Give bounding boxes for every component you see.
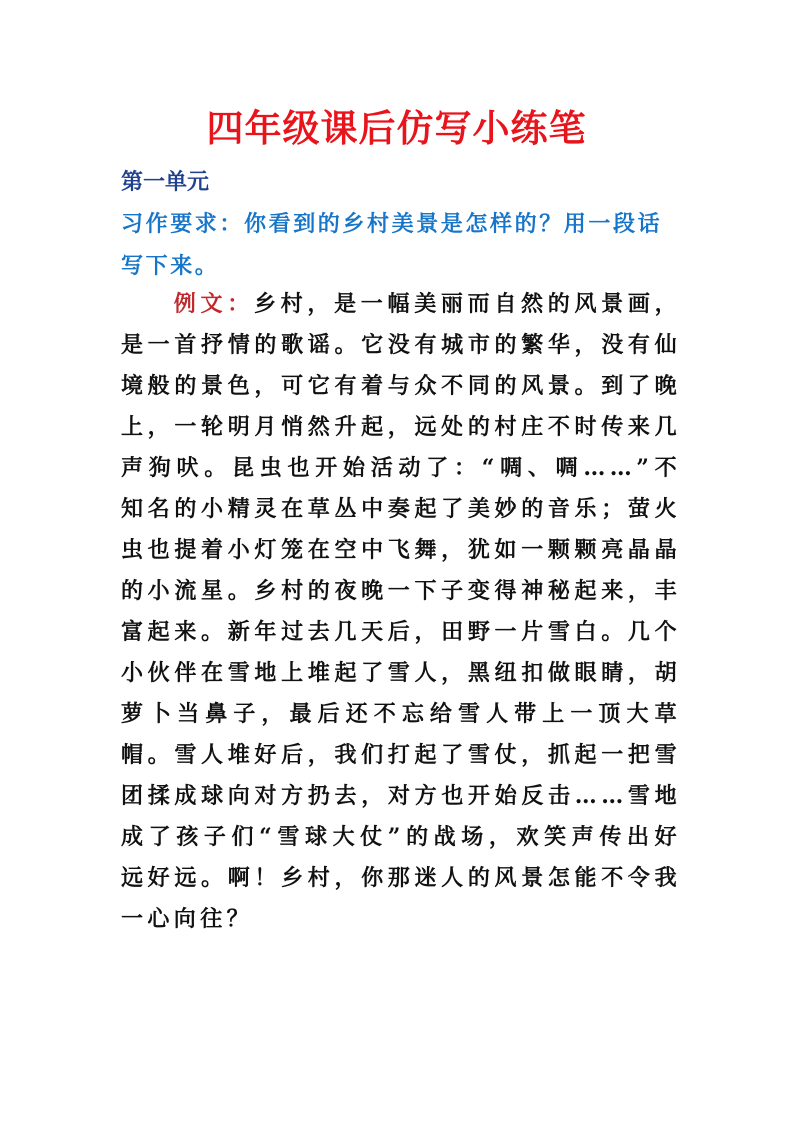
writing-requirement: 习作要求：你看到的乡村美景是怎样的？用一段话写下来。 [121, 211, 663, 279]
unit-heading: 第一单元 [121, 169, 210, 195]
page-title: 四年级课后仿写小练笔 [206, 107, 587, 150]
essay-label: 例文： [173, 291, 254, 317]
example-essay [121, 284, 681, 940]
essay-text: 乡村，是一幅美丽而自然的风景画，是一首抒情的歌谣。它没有城市的繁华，没有仙境般的景色，可它有着与众不同的风景。到了晚上，一轮明月悄然升起，远处的村庄不时传来几声狗吠。昆虫也开始活动了：“啁、啁……”不知名的小精灵在草丛中奏起了美妙的音乐；萤火虫也提着小灯笼在空中飞舞，犹如一颗颗亮晶晶的小流星。乡村的夜晚一下子变得神秘起来，丰富起来。新年过去几天后，田野一片雪白。几个小伙伴在雪地上堆起了雪人，黑纽扣做眼睛，胡萝卜当鼻子，最后还不忘给雪人带上一顶大草帽。雪人堆好后，我们打起了雪仗，抓起一把雪团揉成球向对方扔去，对方也开始反击……雪地成了孩子们“雪球大仗”的战场，欢笑声传出好远好远。啊！乡村，你那迷人的风景怎能不令我一心向往？ [121, 291, 682, 932]
